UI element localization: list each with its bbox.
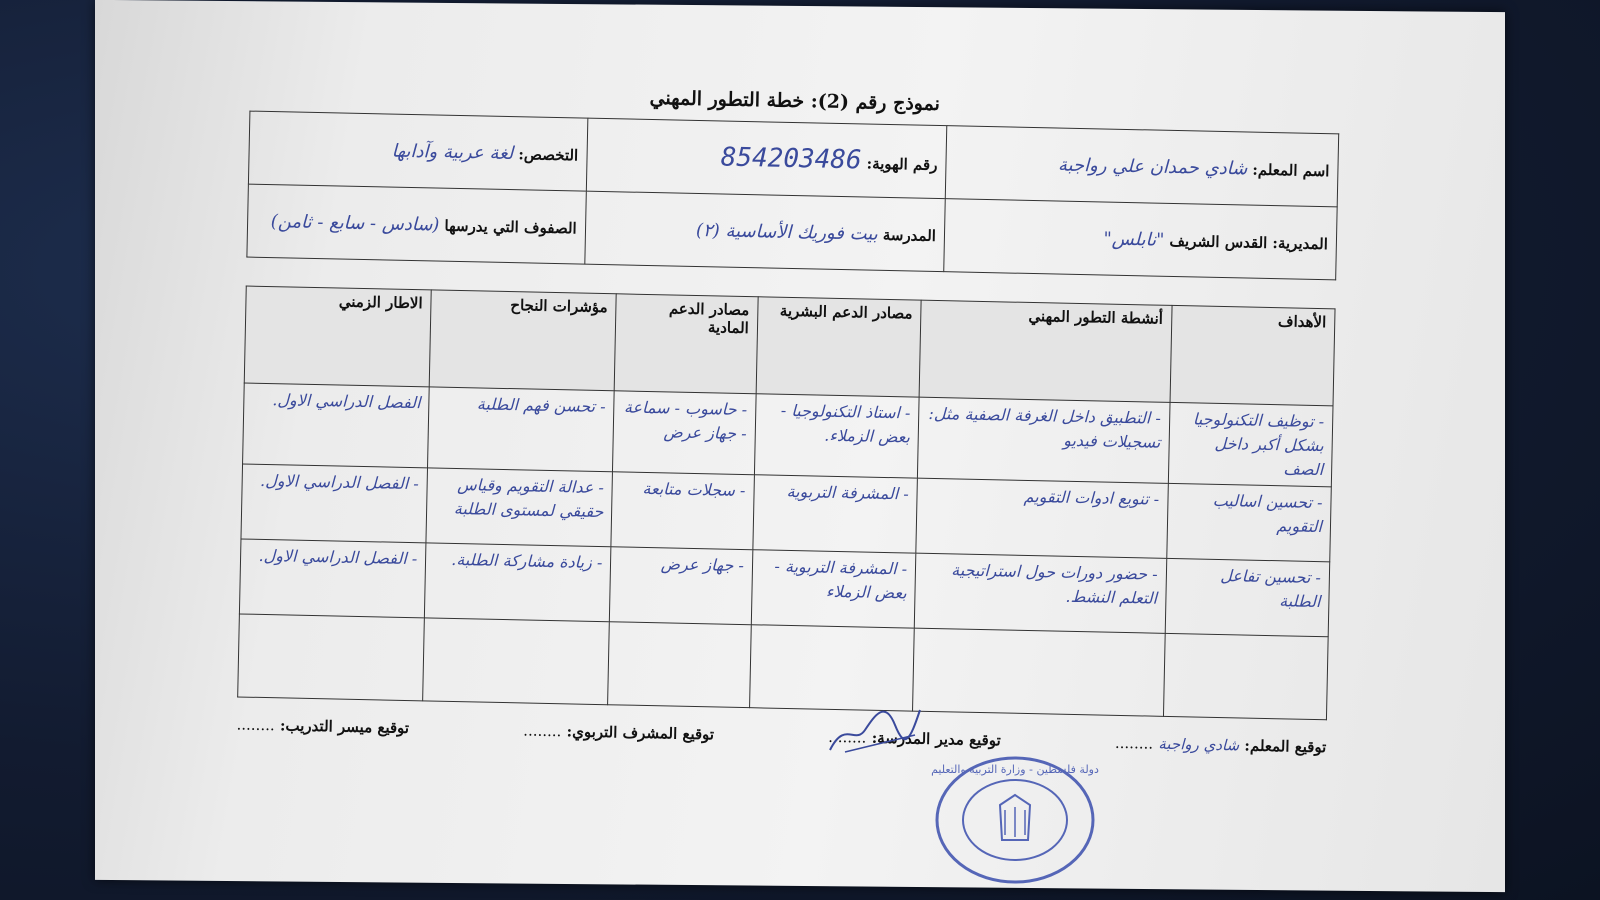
goal-cell: - تحسين اساليب التقويم: [1166, 483, 1331, 561]
development-plan-table: [237, 286, 1335, 721]
directorate-label: المديرية:: [1272, 233, 1329, 253]
timeframe-cell: - الفصل الدراسي الاول.: [239, 539, 426, 618]
grades-label: الصفوف التي يدرسها: [444, 216, 577, 237]
stamp-text: دولة فلسطين - وزارة التربية والتعليم: [931, 763, 1099, 776]
dots: ........: [523, 721, 562, 741]
dots: ........: [828, 727, 867, 747]
facilitator-signature: [236, 715, 409, 737]
empty-cell: [238, 614, 425, 701]
material-resource-cell: - حاسوب - سماعة - جهاز عرض: [613, 391, 756, 475]
header-human-resources: مصادر الدعم البشرية: [756, 297, 921, 397]
principal-signature-label: توقيع مدير المدرسة:: [871, 728, 1001, 750]
activity-cell: - التطبيق داخل الغرفة الصفية مثل: تسجيلات فيديو: [918, 397, 1170, 483]
human-resource-cell: - المشرفة التربوية: [753, 475, 918, 553]
material-resource-cell: - جهاز عرض: [610, 547, 753, 625]
school-label: المدرسة: [882, 225, 937, 245]
specialty-cell: [248, 111, 587, 191]
teacher-name-value: شادي حمدان علي رواجبة: [1057, 154, 1248, 179]
timeframe-cell: - الفصل الدراسي الاول.: [241, 464, 428, 543]
id-number-label: رقم الهوية:: [866, 154, 938, 174]
teacher-name-label: اسم المعلم:: [1252, 160, 1330, 180]
goal-cell: - توظيف التكنولوجيا بشكل أكبر داخل الصف: [1168, 402, 1333, 486]
header-material-resources: مصادر الدعم المادية: [614, 294, 758, 394]
school-stamp: [930, 745, 1100, 885]
dots: ........: [236, 715, 275, 735]
dots: ........: [1114, 733, 1154, 753]
id-number-value: 854203486: [720, 142, 862, 176]
directorate-cell: [944, 199, 1337, 280]
indicator-cell: - عدالة التقويم وقياس حقيقي لمستوى الطلبة: [426, 468, 613, 547]
indicator-cell: - زيادة مشاركة الطلبة.: [425, 543, 612, 622]
empty-cell: [608, 622, 751, 708]
form-content: [236, 79, 1339, 757]
header-goals: الأهداف: [1170, 305, 1335, 405]
human-resource-cell: - استاذ التكنولوجيا - بعض الزملاء.: [754, 394, 919, 478]
grades-cell: [247, 184, 586, 264]
teacher-signature-value: شادي رواجبة: [1158, 734, 1240, 755]
teacher-name-cell: [945, 126, 1338, 207]
school-cell: [584, 191, 945, 272]
header-activities: أنشطة التطور المهني: [919, 300, 1171, 402]
human-resource-cell: - المشرفة التربوية - بعض الزملاء: [751, 550, 916, 628]
activity-cell: - تنويع ادوات التقويم: [916, 478, 1168, 558]
teacher-signature-label: توقيع المعلم:: [1244, 736, 1327, 757]
form-title: نموذج رقم (2): خطة التطور المهني: [649, 86, 941, 116]
empty-cell: [423, 618, 610, 705]
directorate-handwritten: "نابلس": [1103, 227, 1165, 251]
empty-cell: [1163, 633, 1328, 719]
timeframe-cell: الفصل الدراسي الاول.: [243, 383, 430, 468]
indicator-cell: - تحسن فهم الطلبة: [428, 387, 615, 472]
specialty-label: التخصص:: [518, 144, 579, 164]
facilitator-signature-label: توقيع ميسر التدريب:: [279, 716, 410, 738]
grades-value: (سادس - سابع - ثامن): [270, 210, 440, 236]
school-value: بيت فوريك الأساسية (٢): [695, 219, 878, 245]
empty-cell: [913, 628, 1165, 716]
goal-cell: - تحسين تفاعل الطلبة: [1165, 558, 1330, 636]
directorate-value: القدس الشريف: [1169, 231, 1268, 252]
supervisor-signature-label: توقيع المشرف التربوي:: [566, 722, 715, 744]
activity-cell: - حضور دورات حول استراتيجية التعلم النشط.: [914, 553, 1166, 633]
principal-signature-scribble: [825, 690, 925, 760]
teacher-info-table: [246, 111, 1339, 281]
id-number-cell: [586, 118, 947, 199]
specialty-value: لغة عربية وآدابها: [391, 140, 514, 164]
header-timeframe: الاطار الزمني: [244, 286, 431, 387]
material-resource-cell: - سجلات متابعة: [611, 472, 754, 550]
header-success-indicators: مؤشرات النجاح: [429, 290, 616, 391]
